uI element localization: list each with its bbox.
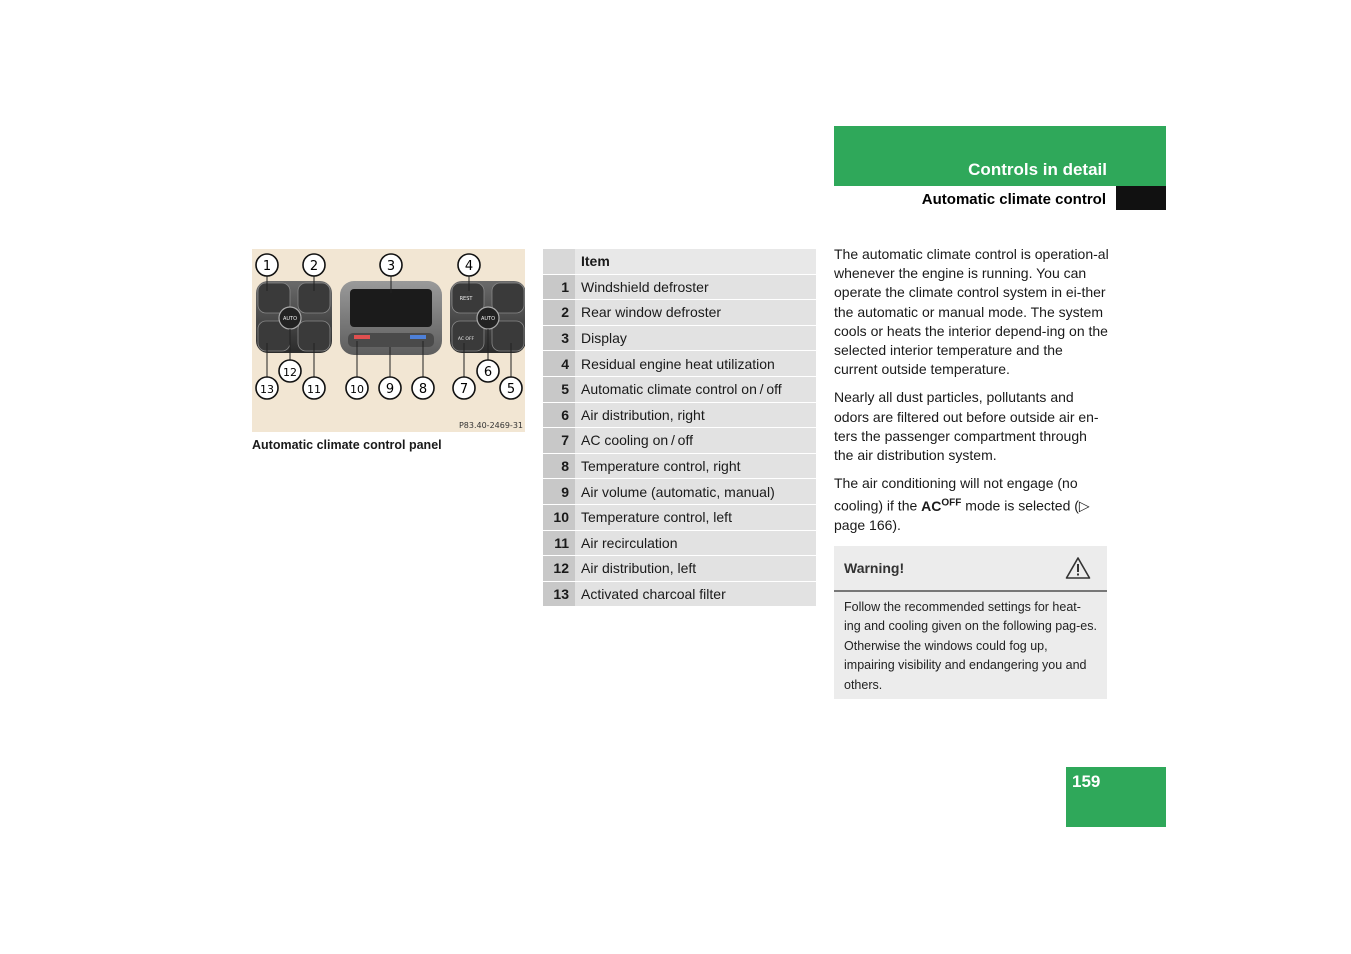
ac-off-mode-text: $AC^{OFF}$ <box>921 497 962 515</box>
table-row <box>543 274 816 300</box>
table-row <box>543 428 816 454</box>
callout-7 <box>453 377 475 399</box>
figure-code: P83.40-2469-31 <box>458 421 523 430</box>
row-item: Rear window defroster <box>575 300 816 326</box>
row-item: Temperature control, right <box>575 453 816 479</box>
table-header-row <box>543 249 816 274</box>
row-item: Activated charcoal filter <box>575 581 816 607</box>
table-row <box>543 402 816 428</box>
svg-text:11: 11 <box>307 383 321 396</box>
callout-12 <box>279 360 301 382</box>
svg-text:3: 3 <box>386 259 396 274</box>
rest-label: REST <box>459 296 473 302</box>
svg-text:12: 12 <box>283 366 297 379</box>
table-row <box>543 453 816 479</box>
callout-10 <box>346 377 368 399</box>
description-text <box>834 245 1110 545</box>
item-legend-table <box>543 249 816 607</box>
table-row <box>543 325 816 351</box>
paragraph-1: The automatic climate control is operation-al whenever the engine is running. You can operate the climate control system in ei-ther the automatic or manual mode. The system cools or heats the interior depend-ing on the selected interior temperature and the current outside temperature. <box>834 246 1109 378</box>
callout-9 <box>379 377 401 399</box>
table-row <box>543 556 816 582</box>
row-number: 2 <box>543 300 575 326</box>
callout-8 <box>412 377 434 399</box>
table-row <box>543 530 816 556</box>
section-title: Controls in detail <box>968 160 1107 179</box>
table-row <box>543 504 816 530</box>
paragraph-2: Nearly all dust particles, pollutants and odors are filtered out before outside air en-ters the passenger compartment through the air distribution system. <box>834 389 1099 464</box>
warning-header <box>834 546 1107 592</box>
row-number: 11 <box>543 530 575 556</box>
row-item: Air distribution, right <box>575 402 816 428</box>
row-number: 5 <box>543 376 575 402</box>
page-number: 159 <box>1072 772 1101 791</box>
section-header <box>834 126 1166 186</box>
row-number: 10 <box>543 504 575 530</box>
warning-triangle-icon <box>1065 556 1091 585</box>
callout-4 <box>458 254 480 276</box>
row-number: 7 <box>543 428 575 454</box>
row-item: Air recirculation <box>575 530 816 556</box>
auto-right-label: AUTO <box>480 316 496 322</box>
row-item: Automatic climate control on / off <box>575 376 816 402</box>
table-row <box>543 351 816 377</box>
callout-2 <box>303 254 325 276</box>
svg-text:13: 13 <box>260 383 274 396</box>
row-item: AC cooling on / off <box>575 428 816 454</box>
subsection-title: Automatic climate control <box>921 191 1106 208</box>
warning-text: Follow the recommended settings for heat-ing and cooling given on the following pag-es. Otherwise the windows could fog up, impairing visibility and endangering you and others. <box>844 600 1097 692</box>
table-row <box>543 300 816 326</box>
header-num-cell <box>543 249 575 274</box>
row-item: Windshield defroster <box>575 274 816 300</box>
black-tab-marker <box>1116 186 1166 210</box>
svg-text:8: 8 <box>418 382 428 397</box>
svg-text:9: 9 <box>385 382 395 397</box>
svg-text:10: 10 <box>350 383 364 396</box>
svg-text:6: 6 <box>483 365 493 380</box>
header-item-cell: Item <box>575 249 816 274</box>
auto-left-label: AUTO <box>282 316 298 322</box>
ac-off-label: AC OFF <box>457 337 475 342</box>
callout-11 <box>303 377 325 399</box>
page-number-box <box>1066 767 1166 827</box>
row-number: 9 <box>543 479 575 505</box>
row-number: 8 <box>543 453 575 479</box>
row-item: Residual engine heat utilization <box>575 351 816 377</box>
row-number: 13 <box>543 581 575 607</box>
paragraph-3: The air conditioning will not engage (no cooling) if the $AC^{OFF}$ mode is selected (▷ page 166). <box>834 475 1090 534</box>
left-control-cluster <box>256 281 332 353</box>
callout-5 <box>500 377 522 399</box>
callout-1 <box>256 254 278 276</box>
row-item: Air volume (automatic, manual) <box>575 479 816 505</box>
row-number: 12 <box>543 556 575 582</box>
subsection-header <box>834 186 1166 210</box>
row-item: Display <box>575 325 816 351</box>
svg-text:2: 2 <box>309 259 319 274</box>
callout-13 <box>256 377 278 399</box>
row-item: Air distribution, left <box>575 556 816 582</box>
row-number: 4 <box>543 351 575 377</box>
warning-box <box>834 546 1107 699</box>
table-row <box>543 581 816 607</box>
table-row <box>543 479 816 505</box>
climate-control-panel-figure <box>252 249 525 432</box>
svg-text:7: 7 <box>459 382 469 397</box>
row-item: Temperature control, left <box>575 504 816 530</box>
callout-6 <box>477 360 499 382</box>
row-number: 1 <box>543 274 575 300</box>
table-row <box>543 376 816 402</box>
figure-caption: Automatic climate control panel <box>252 438 442 452</box>
warning-title: Warning! <box>844 560 905 576</box>
svg-text:5: 5 <box>506 382 516 397</box>
callout-3 <box>380 254 402 276</box>
svg-text:1: 1 <box>262 259 272 274</box>
svg-text:4: 4 <box>464 259 474 274</box>
row-number: 6 <box>543 402 575 428</box>
row-number: 3 <box>543 325 575 351</box>
